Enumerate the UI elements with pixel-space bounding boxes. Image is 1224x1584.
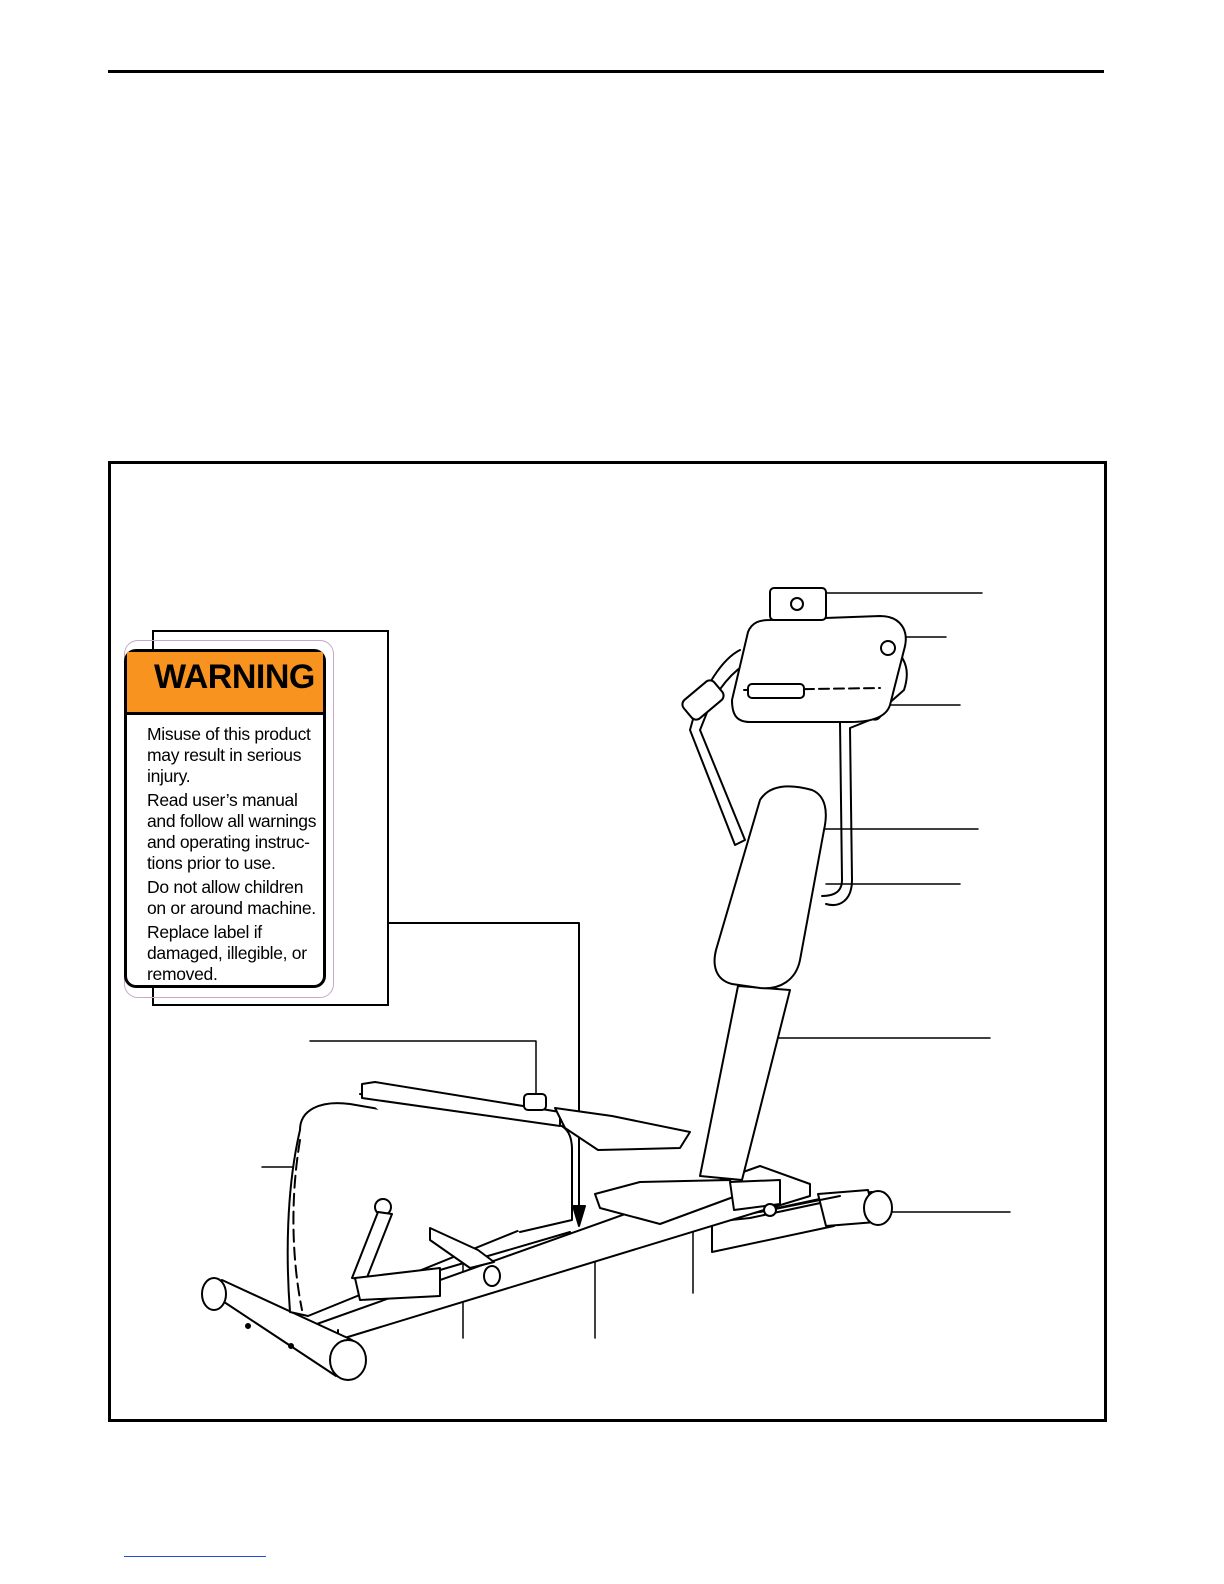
warning-line-read-manual: Read user’s manual and follow all warnings and operating instruc- tions prior to use. [147, 790, 317, 873]
console-display-bracket [770, 588, 826, 620]
console [732, 588, 906, 722]
resistance-knob [524, 1094, 546, 1110]
warning-title: WARNING [154, 658, 315, 696]
warning-line-children: Do not allow children on or around machine. [147, 877, 316, 918]
upright-post [700, 986, 790, 1180]
warning-label-inset [147, 630, 389, 1006]
footer-link-underline [124, 1556, 266, 1557]
callout-resistance-knob [310, 1041, 536, 1094]
warning-label [124, 649, 326, 988]
warning-line-replace-label: Replace label if damaged, illegible, or removed. [147, 922, 307, 984]
warning-header [127, 652, 323, 715]
warning-body [147, 724, 347, 988]
warning-line-misuse: Misuse of this product may result in serious injury. [147, 724, 311, 786]
footplate [555, 1108, 690, 1150]
